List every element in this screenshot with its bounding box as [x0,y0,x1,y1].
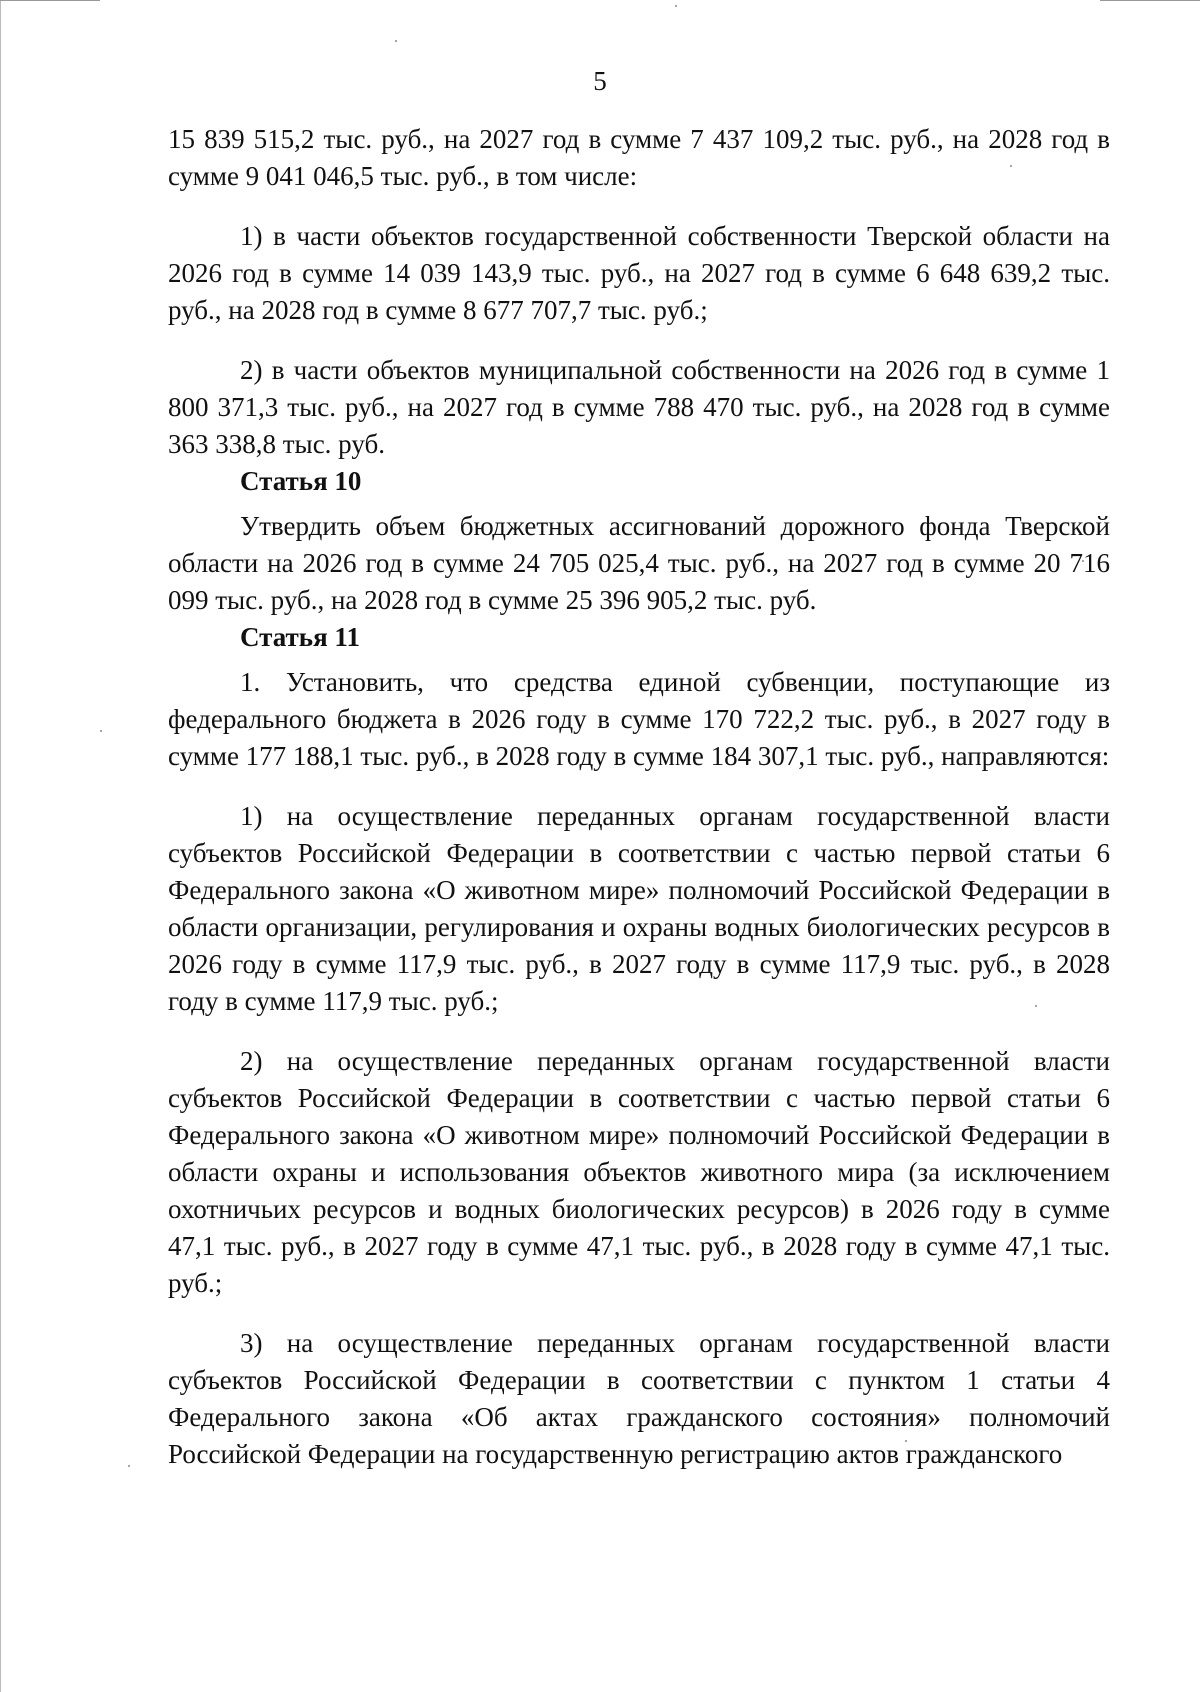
list-item-municipal-property: 2) в части объектов муниципальной собственности на 2026 год в сумме 1 800 371,3 тыс. руб., на 2027 год в сумме 788 470 тыс. руб., на 2028 год в сумме 363 338,8 тыс. руб. [168,355,1110,459]
scan-edge-top-right [1100,0,1200,1]
list-item-state-property: 1) в части объектов государственной собственности Тверской области на 2026 год в сумме 14 039 143,9 тыс. руб., на 2027 год в сумме 6 648 639,2 тыс. руб., на 2028 год в сумме 8 677 707,7 тыс. руб.; [168,221,1110,325]
article-11-heading: Статья 11 [240,622,360,652]
article-11-item-3: 3) на осуществление переданных органам государственной власти субъектов Российской Федерации в соответствии с пунктом 1 статьи 4 Федерального закона «Об актах гражданского состояния» полномочий Российской Федерации на государственную регистрацию актов гражданского [168,1328,1110,1469]
article-11-item-2: 2) на осуществление переданных органам государственной власти субъектов Российской Федерации в соответствии с частью первой статьи 6 Федерального закона «О животном мире» полномочий Российской Федерации в области охраны и использования объектов животного мира (за исключением охотничьих ресурсов и водных биологических ресурсов) в 2026 году в сумме 47,1 тыс. руб., в 2027 году в сумме 47,1 тыс. руб., в 2028 году в сумме 47,1 тыс. руб.; [168,1046,1110,1298]
document-body [168,121,1110,1473]
page-number: 5 [593,66,607,96]
scan-speck [395,40,397,42]
scan-speck [128,1465,130,1467]
scan-speck [100,730,102,732]
paragraph-continuation: 15 839 515,2 тыс. руб., на 2027 год в сумме 7 437 109,2 тыс. руб., на 2028 год в сумме 9 041 046,5 тыс. руб., в том числе: [168,124,1110,191]
article-11-item-1: 1) на осуществление переданных органам государственной власти субъектов Российской Федерации в соответствии с частью первой статьи 6 Федерального закона «О животном мире» полномочий Российской Федерации в области организации, регулирования и охраны водных биологических ресурсов в 2026 году в сумме 117,9 тыс. руб., в 2027 году в сумме 117,9 тыс. руб., в 2028 году в сумме 117,9 тыс. руб.; [168,801,1110,1016]
article-10-text: Утвердить объем бюджетных ассигнований дорожного фонда Тверской области на 2026 год в сумме 24 705 025,4 тыс. руб., на 2027 год в сумме 20 716 099 тыс. руб., на 2028 год в сумме 25 396 905,2 тыс. руб. [168,511,1110,615]
scan-speck [675,5,677,7]
article-10-heading: Статья 10 [240,466,362,496]
article-11-clause-1: 1. Установить, что средства единой субвенции, поступающие из федерального бюджета в 2026 году в сумме 170 722,2 тыс. руб., в 2027 году в сумме 177 188,1 тыс. руб., в 2028 году в сумме 184 307,1 тыс. руб., направляются: [168,667,1110,771]
scan-edge-top [0,0,100,1]
scan-edge-left [0,0,1,1692]
